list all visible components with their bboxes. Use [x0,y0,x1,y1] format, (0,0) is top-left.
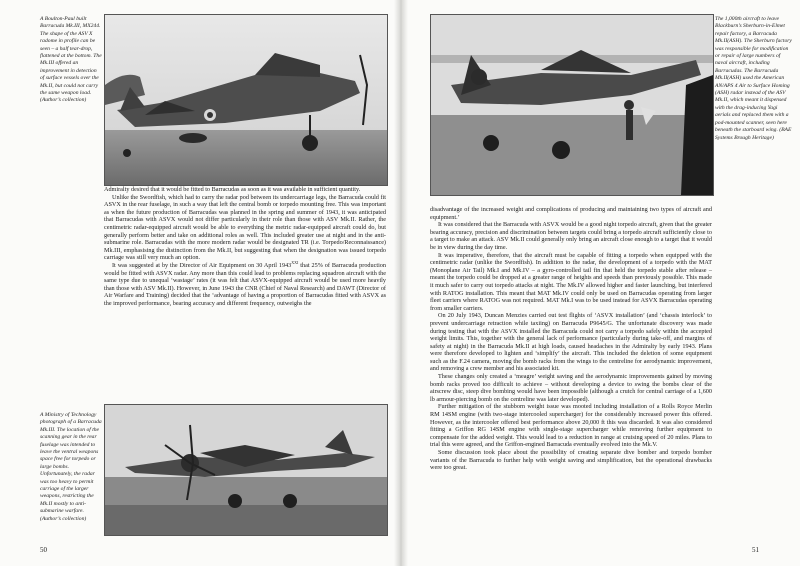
barracuda-mk2-ash-photo-image [431,15,713,195]
right-paragraph-4: On 20 July 1943, Duncan Menzies carried out test flights of ‘ASVX installation’ (and ‘chassis interlock’ to prevent undercarriage retraction while taxiing) on Barracuda P9645/G. The unfortunate discovery was made during testing that with the ASVX installed the Barracuda could not carry a torpedo safely within the accepted weight limits. This, together with the general lack of performance (particularly during take-off, and margins of safety at night) in the Barracuda Mk.II at high loads, caused headaches in the Admiralty by early 1943. Plans were therefore developed to lighten and ‘simplify’ the aircraft. This included the deletion of some equipment such as the F.24 camera, moving the bomb racks from the wings to the centreline for aerodynamic improvement, and removing a crew member and his associated kit. [430,312,712,373]
right-paragraph-7: Some discussion took place about the possibility of creating separate dive bomber and torpedo bomber variants of the Barracuda to further help with weight saving and simplification, but the operational drawbacks were too great. [430,449,712,472]
left-page-number: 50 [40,546,47,554]
barracuda-mk3-profile-image [105,15,387,185]
right-paragraph-3: It was imperative, therefore, that the aircraft must be capable of fitting a torpedo when equipped with the centimetric radar (unlike the Swordfish). In addition to the radar, the development of a torpedo with the MAT (Monoplane Air Tail) Mk.I and Mk.IV – a gyro-controlled tail fin that held the torpedo stable after release – meant the torpedo could be dropped at a greater range of heights and speeds than previously possible. This made it much safer to carry out torpedo attacks at night. The Mk.IV allowed higher and faster launching, but interfered with RATOG installation. This meant that MAT Mk.IV could only be used on Barracudas operating from larger fleet carriers where RATOG was not required. MAT Mk.I was to be used instead for ASVX Barracudas operating from smaller carriers. [430,251,712,312]
right-top-caption: The 1,000th aircraft to leave Blackburn’s Sherburn-in-Elmet repair factory, a Barracuda Mk.II(ASH). The Sherburn factory was responsible for modification or repair of large numbers of naval aircraft, including Barracudas. The Barracuda Mk.II(ASH) used the American AN/APS 4 Air to Surface Homing (ASH) radar instead of the ASV Mk.II, which meant it dispensed with the drag-inducing Yagi aerials and replaced them with a pod-mounted scanner, seen here beneath the starboard wing. (BAE Systems Brough Heritage) [715,16,792,141]
right-page-number: 51 [752,546,759,554]
left-top-caption: A Boulton-Paul built Barracuda Mk.III, MX244. The shape of the ASV X radome in profile can be seen – a half tear-drop, flattened at the bottom. The Mk.III offered an improvement in detection of surface vessels over the Mk.II, but could not carry the same weapon load. (Author’s collection) [40,16,102,104]
left-paragraph-2: Unlike the Swordfish, which had to carry the radar pod between its undercarriage legs, the Barracuda could fit ASVX in the rear fuselage, in such a way that left the central bomb or torpedo mounting free. This was important as when the future production of Barracudas was planned in the spring and summer of 1943, it was anticipated that Barracudas with ASVX would not differ particularly in their role than those with ASV Mk.II. Rather, the centimetric radar-equipped aircraft would be able to everything the metric radar-equipped aircraft could do, but generally perform better and take on additional roles as well. This included greater use at night and in the anti-submarine role. Barracudas with the more modern radar would be designated TR (i.e. Torpedo/Reconnaissance) Mk.III, emphasising the distinction from the Mk.II, but suggesting that when the designation was issued torpedo carriage was still very much an option. [104,193,386,262]
left-bottom-photo [104,404,388,536]
barracuda-mk3-ministry-photo-image [105,405,387,535]
right-paragraph-5: These changes only created a ‘meagre’ weight saving and the aerodynamic improvements gained by moving bomb racks proved too difficult to achieve – without developing a device to swing the bombs clear of the airscrew disc, steep dive bombing would have been impossible (although a crutch for central carriage of a 1,600 lb armour-piercing bomb on the centreline was later developed). [430,373,712,403]
left-body-text-top [104,186,386,308]
left-paragraph-1: Admiralty desired that it would be fitted to Barracudas as soon as it was available in sufficient quantity. [104,186,361,193]
footnote-mark: XXI [291,259,299,265]
left-top-photo [104,14,388,186]
left-bottom-caption: A Ministry of Technology photograph of a Barracuda Mk.III. The location of the scanning gear in the rear fuselage was intended to leave the ventral weapons space free for torpedo or large bombs. Unfortunately, the radar was too heavy to permit carriage of the larger weapons, restricting the Mk.II mostly to anti-submarine warfare. (Author’s collection) [40,412,102,522]
right-body-text [430,206,712,472]
book-gutter [394,0,408,566]
right-paragraph-2: It was considered that the Barracuda with ASVX would be a good night torpedo aircraft, given that the greater bearing accuracy, precision and discrimination between targets could bring a torpedo aircraft sufficiently close to a target to make an attack. ASV Mk.II could generally only bring an aircraft close enough to a target that it would be in view during the day time. [430,221,712,251]
right-top-photo [430,14,714,196]
right-paragraph-6: Further mitigation of the stubborn weight issue was mooted including installation of a Rolls Royce Merlin RM 14SM engine (with two-stage intercooled supercharger) for the considerably increased power this offered. However, as the intercooler offered best performance above 20,000 ft this was discarded. It was also considered fitting a Griffon RG 14SM engine with single-stage supercharger while removing further equipment to compensate for the added weight. This would lead to a reduction in range at cruising speed of 20 miles. Plans to trial this were agreed, and the Griffon-engined Barracuda eventually evolved into the Mk.V. [430,403,712,449]
right-paragraph-1: disadvantage of the increased weight and complications of producing and maintaining two types of aircraft and equipment.’ [430,206,712,221]
left-paragraph-3: It was suggested at by the Director of Air Equipment on 30 April $1943^{XXI}$ that 25% of Barracuda production would be fitted with ASVX radar. Any more than this could lead to problems replacing squadron aircraft with the same type due to unequal ‘wastage’ rates (it was felt that ASVX-equipped aircraft would be used more heavily than those with ASV Mk.II). However, in June 1943 the CNR (Chief of Naval Research) and DAWT (Director of Air Warfare and Training) decided that the ‘advantage of having a proportion of Barracudas fitted with ASVX as the improved performance, bearing accuracy and different frequency, outweighs the [104,259,386,307]
